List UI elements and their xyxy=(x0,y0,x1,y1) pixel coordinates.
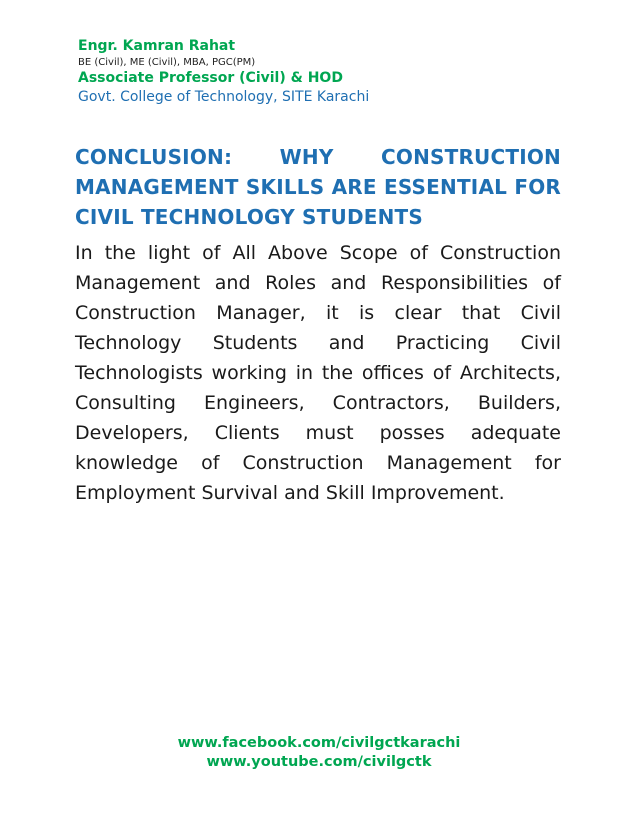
author-qualifications: BE (Civil), ME (Civil), MBA, PGC(PM) xyxy=(78,57,256,68)
facebook-link[interactable]: www.facebook.com/civilgctkarachi xyxy=(177,735,461,751)
footer-links xyxy=(0,734,638,772)
author-institute: Govt. College of Technology, SITE Karachi xyxy=(78,89,370,105)
author-header xyxy=(78,38,558,106)
author-position: Associate Professor (Civil) & HOD xyxy=(78,70,343,86)
author-name: Engr. Kamran Rahat xyxy=(78,38,236,54)
youtube-link[interactable]: www.youtube.com/civilgctk xyxy=(206,754,432,770)
section-heading: CONCLUSION: WHY CONSTRUCTION MANAGEMENT SKILLS ARE ESSENTIAL FOR CIVIL TECHNOLOGY STUDENTS xyxy=(75,145,561,229)
body-paragraph: In the light of All Above Scope of Construction Management and Roles and Responsibilities of Construction Manager, it is clear that Civil Technology Students and Practicing Civil Technologists working in the offices of Architects, Consulting Engineers, Contractors, Builders, Developers, Clients must posses adequate knowledge of Construction Management for Employment Survival and Skill Improvement. xyxy=(75,242,561,504)
